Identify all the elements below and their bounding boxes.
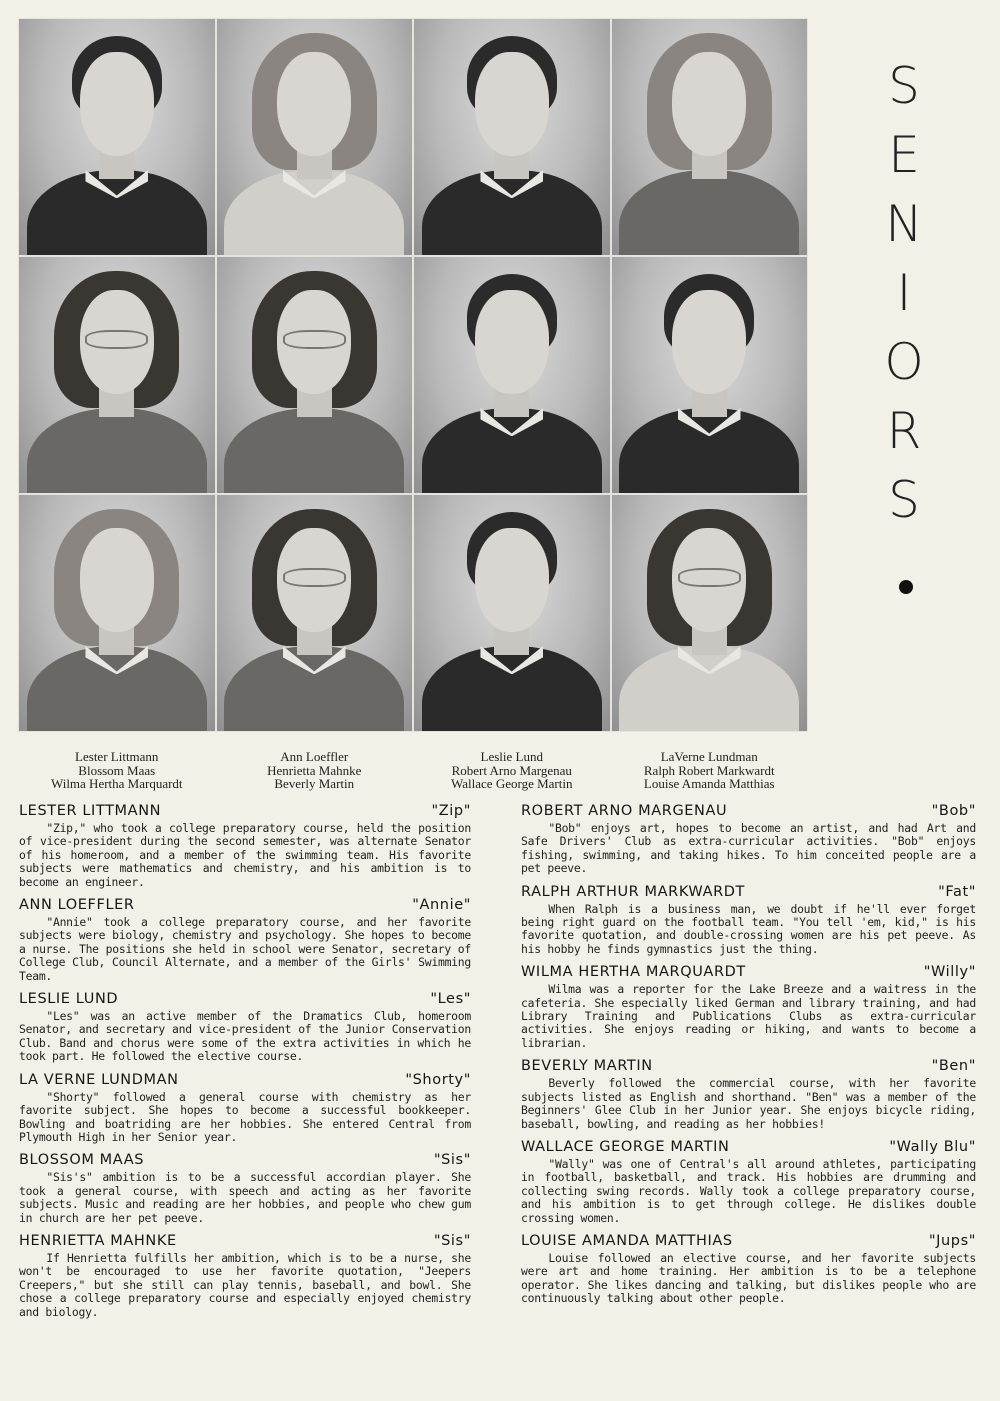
caption-column [216, 750, 414, 791]
caption-name: Wilma Hertha Marquardt [50, 776, 183, 792]
bio-entry [19, 1069, 471, 1145]
caption-name: Ann Loeffler [280, 749, 349, 764]
caption-name: Beverly Martin [274, 776, 355, 792]
bio-text: Louise followed an elective course, and her favorite subjects were art and home training. Her ambition is to be a telephone operator. She likes dancing and talking, but dislikes people who are continuously talking about other people. [521, 1250, 976, 1306]
bio-nickname: "Les" [430, 991, 471, 1008]
seniors-heading [868, 52, 940, 535]
heading-letter: I [896, 264, 912, 322]
heading-letter: S [888, 471, 920, 529]
bio-text: "Wally" was one of Central's all around athletes, participating in football, basketball, and track. His hobbies are drumming and collecting swing records. Wally took a college preparatory course, and his ambition is to get through college. He dislikes double crossing women. [521, 1156, 976, 1225]
bio-nickname: "Zip" [431, 803, 471, 819]
bio-entry [521, 881, 976, 957]
caption-name: Robert Arno Margenau [451, 762, 572, 778]
caption-column [611, 750, 809, 791]
portrait-lester-littmann [18, 18, 216, 256]
bio-name: WILMA HERTHA MARQUARDT [521, 964, 746, 981]
bio-entry [521, 1230, 976, 1306]
bio-text: If Henrietta fulfills her ambition, which is to be a nurse, she won't be encouraged to use her favorite quotation, "Jeepers Creepers," but she still can play tennis, baseball, and bowl. She chose a college preparatory course and especially enjoyed chemistry and biology. [19, 1250, 471, 1319]
bio-entry [19, 1149, 471, 1225]
portrait-ralph-robert-markwardt [611, 256, 809, 494]
bio-text: Beverly followed the commercial course, with her favorite subjects listed as English and shorthand. "Ben" was a member of the Beginners' Glee Club in her Junior year. She enjoys bicycle riding, baseball, bowling, and reading as her hobbies! [521, 1076, 976, 1131]
heading-letter: O [884, 333, 924, 391]
bio-nickname: "Fat" [938, 883, 976, 900]
caption-column [413, 750, 611, 791]
bio-text: When Ralph is a business man, we doubt if he'll ever forget being right guard on the football team. "You tell 'em, kid," is his favorite quotation, and double-crossing women are his pet peeve. As his hobby he finds gymnastics just the thing. [521, 901, 976, 956]
bio-name: LESLIE LUND [19, 991, 119, 1008]
heading-letter: R [886, 402, 922, 460]
caption-name: Louise Amanda Matthias [643, 776, 775, 792]
bio-name: ANN LOEFFLER [19, 897, 135, 914]
portrait-wallace-george-martin [413, 494, 611, 732]
bio-nickname: "Sis" [433, 1152, 471, 1169]
bio-nickname: "Shorty" [405, 1071, 471, 1088]
bio-nickname: "Sis" [433, 1232, 471, 1249]
portrait-beverly-martin [216, 494, 414, 732]
bio-name: LOUISE AMANDA MATTHIAS [521, 1232, 733, 1249]
bio-text: "Les" was an active member of the Dramatics Club, homeroom Senator, and secretary and vice-president of the Junior Conservation Club. Band and chorus were some of the extra activities in which he took part. He followed the elective course. [19, 1009, 471, 1064]
heading-letter: N [885, 195, 923, 253]
bio-name: LESTER LITTMANN [19, 803, 162, 819]
bio-text: Wilma was a reporter for the Lake Breeze and a waitress in the cafeteria. She especially liked German and library training, and had Library Training and Publications Clubs as extra-curricular activities. She enjoys reading or hiking, and wants to become a librarian. [521, 982, 976, 1050]
bio-name: HENRIETTA MAHNKE [19, 1232, 177, 1249]
portrait-ann-loeffler [216, 18, 414, 256]
portrait-louise-amanda-matthias [611, 494, 809, 732]
bio-entry [521, 1136, 976, 1225]
bio-text: "Shorty" followed a general course with chemistry as her favorite subject. She hopes to become a successful bookkeeper. Bowling and boatriding are her hobbies. She entered Central from Plymouth High in her Senior year. [19, 1089, 471, 1144]
portrait-laverne-lundman [611, 18, 809, 256]
bio-name: WALLACE GEORGE MARTIN [521, 1138, 730, 1155]
bullet-dot [899, 580, 913, 594]
caption-name: Henrietta Mahnke [267, 762, 362, 778]
portrait-wilma-hertha-marquardt [18, 494, 216, 732]
bio-entry [521, 1055, 976, 1131]
bio-entry [19, 988, 471, 1064]
heading-letter: S [888, 57, 920, 115]
bio-text: "Sis's" ambition is to be a successful accordian player. She took a general course, with speech and acting as her favorite subjects. Music and reading are her hobbies, and people who chew gum in church are her pet peeve. [19, 1170, 471, 1225]
caption-column [18, 750, 216, 791]
bio-nickname: "Willy" [923, 964, 976, 981]
bio-nickname: "Bob" [931, 803, 976, 819]
bio-entry [19, 800, 471, 889]
bio-entry [19, 894, 471, 983]
bio-entry [521, 961, 976, 1050]
caption-name: Lester Littmann [75, 749, 159, 764]
caption-name: Wallace George Martin [451, 776, 573, 792]
bio-text: "Bob" enjoys art, hopes to become an artist, and had Art and Safe Drivers' Club as extra-curricular activities. "Bob" enjoys fishing, swimming, and taking hikes. To him conceited people are a pet peeve. [521, 821, 976, 876]
portrait-blossom-maas [18, 256, 216, 494]
bio-column-left [19, 800, 471, 1324]
bio-nickname: "Wally Blu" [889, 1138, 976, 1155]
bio-name: RALPH ARTHUR MARKWARDT [521, 883, 745, 900]
bio-name: ROBERT ARNO MARGENAU [521, 803, 728, 819]
bio-entry [521, 800, 976, 876]
photo-captions [18, 750, 808, 791]
caption-name: Blossom Maas [78, 762, 156, 778]
bio-column-right [521, 800, 976, 1311]
bio-nickname: "Ben" [931, 1058, 976, 1075]
heading-letter: E [888, 126, 920, 184]
portrait-leslie-lund [413, 18, 611, 256]
bio-nickname: "Jups" [928, 1232, 976, 1249]
bio-text: "Zip," who took a college preparatory course, held the position of vice-president during the second semester, was alternate Senator of his homeroom, and a member of the swimming team. His favorite subjects were mathematics and chemistry, and his ambition is to become an engineer. [19, 821, 471, 889]
bio-name: BEVERLY MARTIN [521, 1058, 653, 1075]
caption-name: LaVerne Lundman [660, 749, 758, 764]
bio-name: LA VERNE LUNDMAN [19, 1071, 179, 1088]
portrait-henrietta-mahnke [216, 256, 414, 494]
caption-name: Ralph Robert Markwardt [643, 762, 775, 778]
caption-name: Leslie Lund [480, 749, 543, 764]
portrait-robert-arno-margenau [413, 256, 611, 494]
bio-entry [19, 1230, 471, 1319]
bio-text: "Annie" took a college preparatory course, and her favorite subjects were biology, chemistry and psychology. She hopes to become a nurse. The positions she held in school were Senator, secretary of College Club, Council Alternate, and a member of the Girls' Swimming Team. [19, 915, 471, 983]
bio-nickname: "Annie" [412, 897, 471, 914]
portrait-grid [18, 18, 808, 732]
bio-name: BLOSSOM MAAS [19, 1152, 145, 1169]
